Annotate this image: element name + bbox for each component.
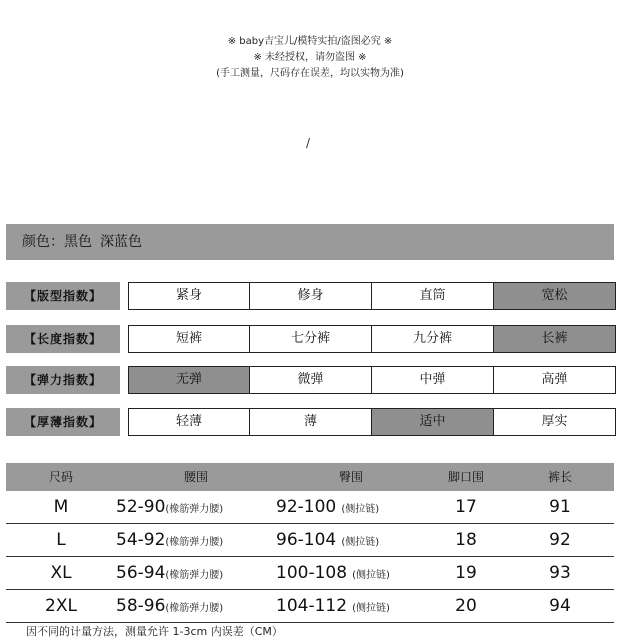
hip-note: (侧拉链) — [352, 570, 390, 581]
notice-line-3: (手工测量，尺码存在误差，均以实物为准) — [216, 68, 404, 79]
measurement-footnote: 因不同的计量方法，测量允许 1-3cm 内误差（CM） — [26, 625, 283, 638]
size-cell: XL — [50, 563, 72, 583]
waist-value: 56-94 — [116, 563, 166, 583]
header-hem: 脚口围 — [447, 470, 484, 484]
waist-cell — [116, 530, 276, 550]
waist-cell — [116, 563, 276, 583]
size-cell: L — [56, 530, 66, 550]
waist-value: 52-90 — [116, 497, 166, 517]
index-option: 直筒 — [372, 282, 494, 310]
hip-note: (侧拉链) — [341, 537, 380, 548]
waist-cell — [116, 497, 276, 517]
notice-line-1: ※ baby吉宝儿/模特实拍/盗图必究 ※ — [227, 36, 393, 47]
notice-line-2: ※ 未经授权，请勿盗图 ※ — [253, 52, 367, 63]
index-option: 微弹 — [250, 366, 372, 394]
hip-value: 100-108 — [276, 563, 348, 583]
waist-note: (橡筋弹力腰) — [165, 603, 224, 614]
index-option-selected: 宽松 — [494, 282, 616, 310]
table-row — [6, 491, 614, 524]
index-option-selected: 适中 — [372, 408, 494, 436]
divider-mark: / — [306, 136, 311, 150]
table-row — [6, 557, 614, 590]
waist-note: (橡筋弹力腰) — [165, 570, 224, 581]
hip-cell — [276, 530, 426, 550]
index-option-selected: 无弹 — [128, 366, 250, 394]
hip-cell — [276, 563, 426, 583]
size-table — [6, 463, 614, 623]
waist-cell — [116, 596, 276, 616]
size-table-header — [6, 463, 614, 491]
index-option: 修身 — [250, 282, 372, 310]
index-option: 紧身 — [128, 282, 250, 310]
header-hip: 臀围 — [338, 470, 363, 484]
length-cell: 92 — [549, 530, 571, 550]
waist-value: 54-92 — [116, 530, 166, 550]
index-label: 【弹力指数】 — [6, 366, 120, 394]
color-label: 颜色： — [22, 234, 64, 250]
index-option: 九分裤 — [372, 325, 494, 353]
index-row-fit — [6, 282, 616, 310]
length-cell: 91 — [549, 497, 571, 517]
index-option: 高弹 — [494, 366, 616, 394]
index-option: 中弹 — [372, 366, 494, 394]
waist-note: (橡筋弹力腰) — [165, 504, 224, 515]
color-bar — [6, 224, 614, 260]
hem-cell: 17 — [455, 497, 477, 517]
hip-cell — [276, 497, 426, 517]
index-row-stretch — [6, 366, 616, 394]
index-row-thickness — [6, 408, 616, 436]
hip-value: 104-112 — [276, 596, 348, 616]
length-cell: 93 — [549, 563, 571, 583]
index-option: 薄 — [250, 408, 372, 436]
hem-cell: 18 — [455, 530, 477, 550]
hip-value: 92-100 — [276, 497, 337, 517]
hem-cell: 20 — [455, 596, 477, 616]
index-row-length — [6, 325, 616, 353]
index-label: 【版型指数】 — [6, 282, 120, 310]
hem-cell: 19 — [455, 563, 477, 583]
header-length: 裤长 — [547, 470, 572, 484]
header-waist: 腰围 — [183, 470, 208, 484]
waist-value: 58-96 — [116, 596, 166, 616]
table-row — [6, 590, 614, 623]
waist-note: (橡筋弹力腰) — [165, 537, 224, 548]
index-option: 厚实 — [494, 408, 616, 436]
hip-note: (侧拉链) — [352, 603, 390, 614]
hip-cell — [276, 596, 426, 616]
hip-value: 96-104 — [276, 530, 337, 550]
color-option-navy: 深蓝色 — [100, 234, 142, 250]
color-option-black: 黑色 — [64, 234, 92, 250]
size-cell: M — [53, 497, 69, 517]
hip-note: (侧拉链) — [341, 504, 380, 515]
index-label: 【长度指数】 — [6, 325, 120, 353]
index-option: 轻薄 — [128, 408, 250, 436]
table-row — [6, 524, 614, 557]
length-cell: 94 — [549, 596, 571, 616]
index-option-selected: 长裤 — [494, 325, 616, 353]
index-option: 七分裤 — [250, 325, 372, 353]
index-option: 短裤 — [128, 325, 250, 353]
header-size: 尺码 — [48, 470, 73, 484]
index-label: 【厚薄指数】 — [6, 408, 120, 436]
size-cell: 2XL — [45, 596, 77, 616]
